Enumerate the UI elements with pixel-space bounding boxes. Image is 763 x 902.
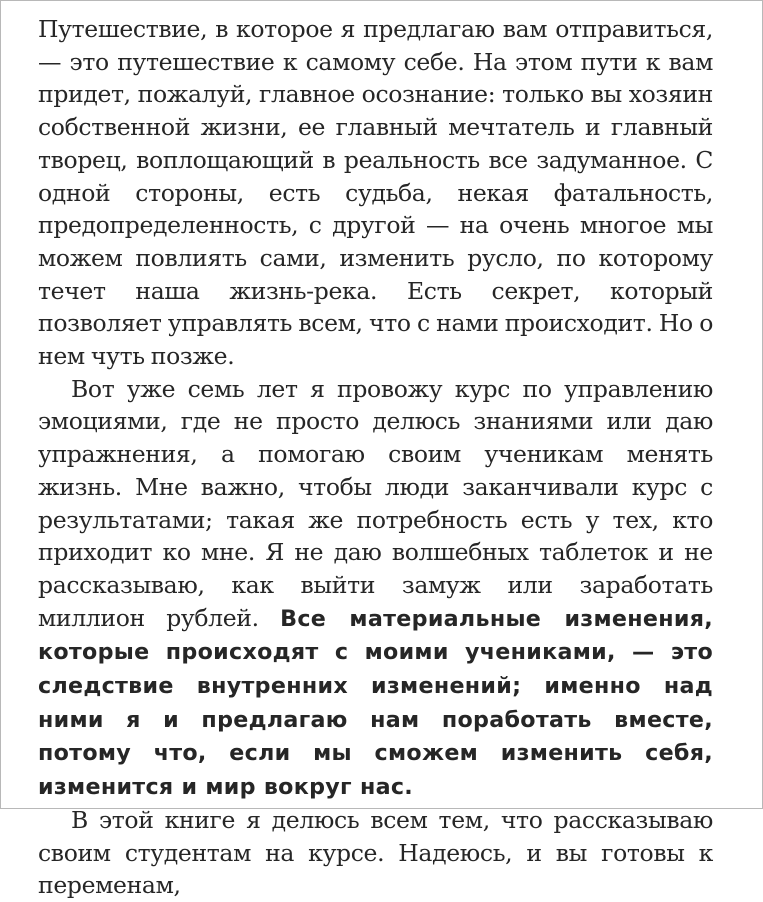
paragraph-2-emphasis: Все материальные изменения, которые происходят с моими учениками, — это следствие внутренних изменений; именно над ними я и предлагаю нам поработать вместе, потому что, если мы сможем изменить себя, изменится и мир вокруг нас. (38, 605, 713, 801)
paragraph-2-text: Вот уже семь лет я провожу курс по управлению эмоциями, где не просто делюсь знаниями или даю упражнения, а помогаю своим ученикам менять жизнь. Мне важно, чтобы люди заканчивали курс с результатами; такая же потребность есть у тех, кто приходит ко мне. Я не даю волшебных таблеток и не рассказываю, как выйти замуж или заработать миллион рублей. (38, 374, 713, 632)
paragraph-3 (38, 804, 713, 902)
paragraph-1-text: Путешествие, в которое я предлагаю вам отправиться, — это путешествие к самому себе. На этом пути к вам придет, пожалуй, главное осознание: только вы хозяин собственной жизни, ее главный мечтатель и главный творец, воплощающий в реальность все задуманное. С одной стороны, есть судьба, некая фатальность, предопределенность, с другой — на очень многое мы можем повлиять сами, изменить русло, по которому течет наша жизнь-река. Есть секрет, который позволяет управлять всем, что с нами происходит. Но о нем чуть позже. (38, 15, 713, 371)
paragraph-3-text: В этой книге я делюсь всем тем, что рассказываю своим студентам на курсе. Надеюсь, и вы готовы к переменам, (38, 805, 713, 900)
paragraph-1 (38, 13, 713, 373)
document-page (38, 13, 713, 902)
paragraph-2 (38, 373, 713, 804)
